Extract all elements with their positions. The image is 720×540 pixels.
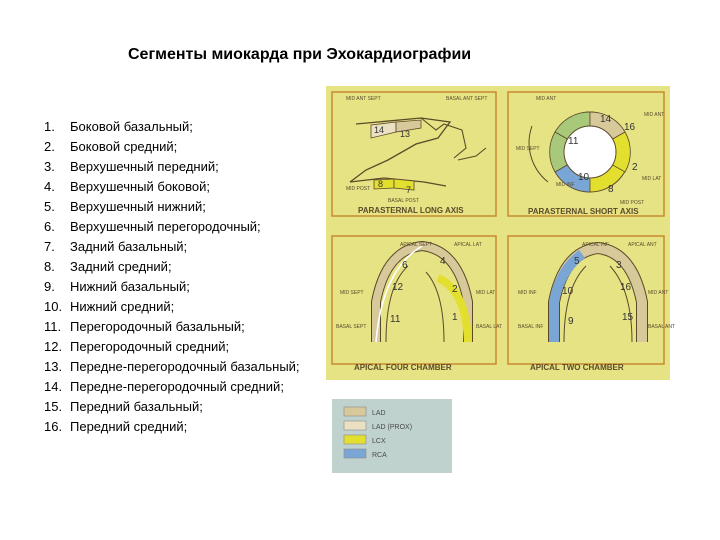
list-item: 4. Верхушечный боковой;	[44, 179, 210, 194]
parasternal-long-axis-panel	[326, 86, 502, 230]
page-title: Сегменты миокарда при Эхокардиографии	[128, 46, 472, 63]
legend-swatch-lad-prox	[344, 421, 366, 430]
a4c-segment-11: 11	[390, 314, 401, 325]
plax-label-mid-post: MID POST	[346, 186, 371, 192]
psax-diagram	[502, 86, 670, 230]
a2c-label-apical-inf: APICAL INF	[582, 242, 610, 248]
color-legend	[332, 399, 452, 473]
psax-segment-11: 11	[568, 136, 579, 147]
psax-label-mid-inf: MID INF	[556, 182, 575, 188]
psax-label-mid-sept: MID SEPT	[516, 146, 540, 152]
legend-swatch-lad	[344, 407, 366, 416]
legend-swatch-rca	[344, 449, 366, 458]
a4c-label-mid-sept: MID SEPT	[340, 290, 364, 296]
list-item: 2. Боковой средний;	[44, 139, 178, 154]
list-item: 15. Передний базальный;	[44, 399, 203, 414]
list-item: 13. Передне-перегородочный базальный;	[44, 359, 300, 374]
list-item: 3. Верхушечный передний;	[44, 159, 219, 174]
psax-label-mid-post: MID POST	[620, 200, 645, 206]
legend-swatch-lcx	[344, 435, 366, 444]
a2c-diagram	[502, 230, 676, 380]
a4c-label-apical-sept: APICAL SEPT	[400, 242, 433, 248]
list-item: 8. Задний средний;	[44, 259, 172, 274]
a2c-segment-9: 9	[568, 316, 574, 327]
psax-segment-14: 14	[600, 114, 612, 125]
a2c-segment-15: 15	[622, 312, 634, 323]
plax-label-basal-ant-sept: BASAL ANT SEPT	[446, 96, 488, 102]
list-item: 16. Передний средний;	[44, 419, 188, 434]
a2c-segment-16: 16	[620, 282, 632, 293]
a2c-label-basal-inf: BASAL INF	[518, 324, 544, 330]
plax-caption: PARASTERNAL LONG AXIS	[358, 206, 464, 215]
psax-caption: PARASTERNAL SHORT AXIS	[528, 207, 639, 216]
plax-segment-8: 8	[378, 179, 384, 189]
legend-label-lad-prox: LAD (PROX)	[372, 424, 413, 431]
legend-label-lad: LAD	[372, 410, 386, 417]
a4c-segment-12: 12	[392, 282, 404, 293]
list-item: 1. Боковой базальный;	[44, 119, 193, 134]
list-item: 14. Передне-перегородочный средний;	[44, 379, 284, 394]
plax-diagram	[326, 86, 502, 230]
plax-label-basal-post: BASAL POST	[388, 198, 419, 204]
psax-label-mid-ant: MID ANT	[536, 96, 557, 102]
a4c-segment-2: 2	[452, 284, 458, 295]
list-item: 11. Перегородочный базальный;	[44, 319, 245, 334]
a4c-label-mid-lat: MID LAT	[476, 290, 496, 296]
parasternal-short-axis-panel	[502, 86, 670, 230]
a2c-label-basal-ant: BASAL ANT	[648, 324, 676, 330]
a4c-label-basal-sept: BASAL SEPT	[336, 324, 367, 330]
a4c-label-apical-lat: APICAL LAT	[454, 242, 482, 248]
plax-segment-7: 7	[406, 185, 412, 195]
a2c-label-mid-ant: MID ANT	[648, 290, 669, 296]
a4c-segment-6: 6	[402, 260, 408, 271]
list-item: 5. Верхушечный нижний;	[44, 199, 206, 214]
plax-segment-13: 13	[400, 129, 411, 139]
psax-segment-2: 2	[632, 162, 638, 173]
legend-label-lcx: LCX	[372, 438, 386, 445]
list-item: 6. Верхушечный перегородочный;	[44, 219, 261, 234]
segment-list	[44, 117, 314, 437]
psax-label-mid-lat: MID LAT	[642, 176, 662, 182]
psax-segment-10: 10	[578, 172, 590, 183]
a2c-segment-10: 10	[562, 286, 574, 297]
psax-segment-8: 8	[608, 184, 614, 195]
legend-label-rca: RCA	[372, 452, 387, 459]
psax-segment-16: 16	[624, 122, 636, 133]
a2c-segment-5: 5	[574, 256, 580, 267]
list-item: 10. Нижний средний;	[44, 299, 175, 314]
a2c-label-mid-inf: MID INF	[518, 290, 537, 296]
a4c-diagram	[326, 230, 502, 380]
a4c-label-basal-lat: BASAL LAT	[476, 324, 503, 330]
a4c-segment-4: 4	[440, 256, 446, 267]
a4c-caption: APICAL FOUR CHAMBER	[354, 363, 452, 372]
apical-two-chamber-panel	[502, 230, 676, 380]
list-item: 7. Задний базальный;	[44, 239, 188, 254]
a2c-label-apical-ant: APICAL ANT	[628, 242, 657, 248]
a4c-segment-1: 1	[452, 312, 458, 323]
plax-segment-14: 14	[374, 125, 385, 135]
a2c-caption: APICAL TWO CHAMBER	[530, 363, 624, 372]
plax-label-mid-ant-sept: MID ANT SEPT	[346, 96, 381, 102]
list-item: 9. Нижний базальный;	[44, 279, 190, 294]
psax-label-mid-ant-right: MID ANT	[644, 112, 665, 118]
apical-four-chamber-panel	[326, 230, 502, 380]
list-item: 12. Перегородочный средний;	[44, 339, 230, 354]
a2c-segment-3: 3	[616, 260, 622, 271]
